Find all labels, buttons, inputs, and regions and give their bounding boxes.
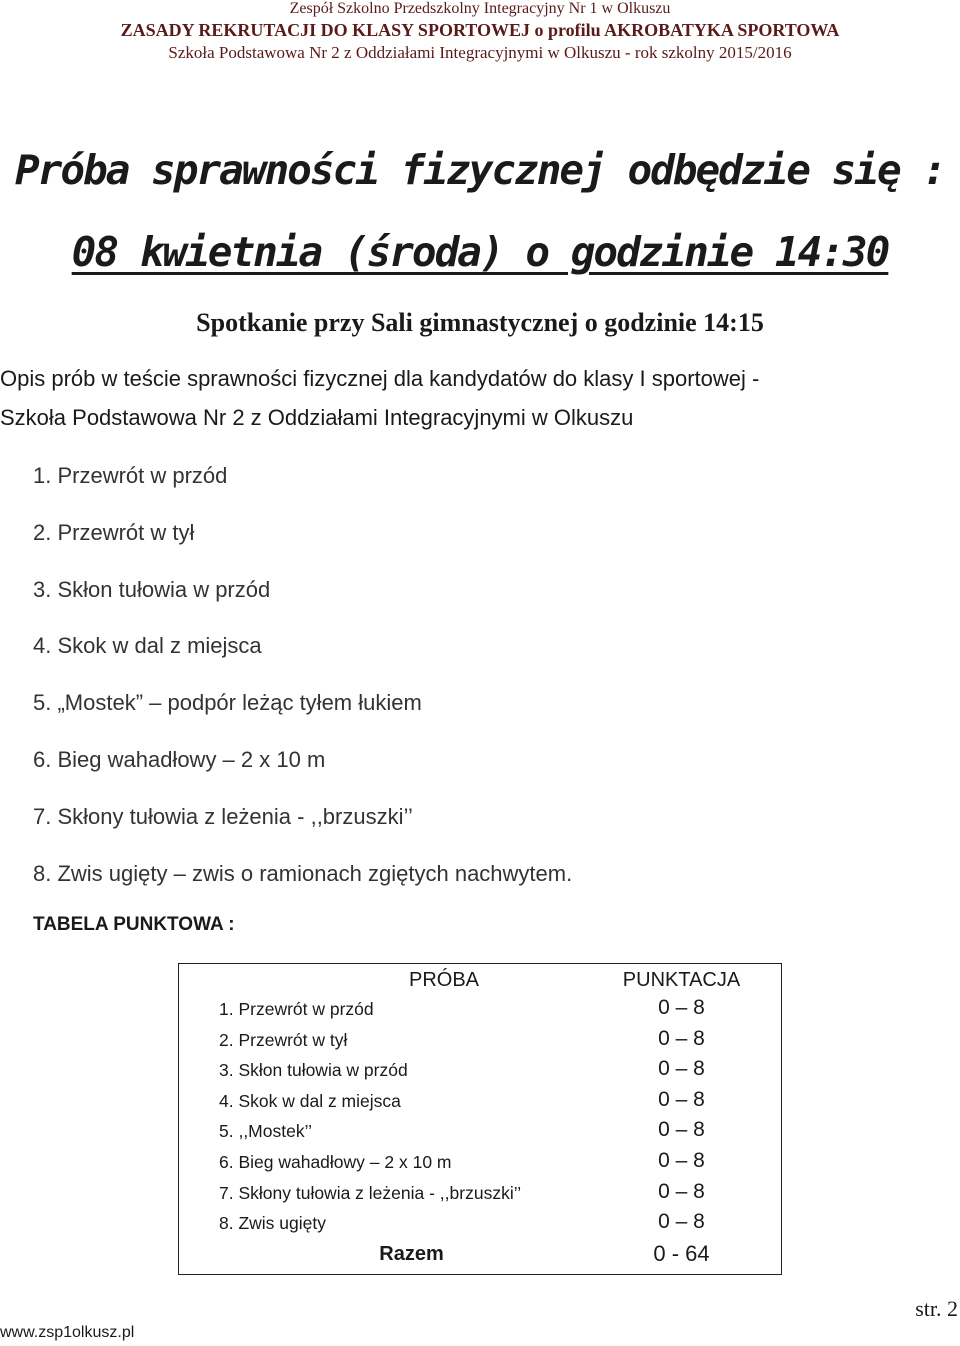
total-label: Razem xyxy=(379,1243,444,1265)
row-test-name: 7. Skłony tułowia z leżenia - ,,brzuszki’’ xyxy=(219,1182,522,1203)
row-test-name: 4. Skok w dal z miejsca xyxy=(219,1090,401,1111)
fitness-test-date: 08 kwietnia (środa) o godzinie 14:30 xyxy=(71,228,889,276)
table-row xyxy=(179,1027,781,1058)
table-row xyxy=(179,1180,781,1211)
header-recruitment-title: ZASADY REKRUTACJI DO KLASY SPORTOWEJ o profilu AKROBATYKA SPORTOWA xyxy=(120,20,840,40)
intro-line-1 xyxy=(0,366,759,392)
list-item: 8. Zwis ugięty – zwis o ramionach zgiętych nachwytem. xyxy=(33,860,573,886)
intro-line-2: Szkoła Podstawowa Nr 2 z Oddziałami Integracyjnymi w Olkuszu xyxy=(0,405,634,430)
row-points: 0 – 8 xyxy=(658,996,705,1019)
table-row xyxy=(179,1088,781,1119)
page-number: str. 2 xyxy=(915,1296,958,1321)
total-value: 0 - 64 xyxy=(653,1241,710,1266)
footer-website: www.zsp1olkusz.pl xyxy=(0,1324,135,1341)
score-table-header xyxy=(179,966,781,998)
row-test-name: 6. Bieg wahadłowy – 2 x 10 m xyxy=(219,1152,452,1172)
row-points: 0 – 8 xyxy=(658,1026,705,1050)
list-item: 6. Bieg wahadłowy – 2 x 10 m xyxy=(33,746,326,772)
meeting-info: Spotkanie przy Sali gimnastycznej o godzinie 14:15 xyxy=(196,308,764,337)
list-item: 5. „Mostek” – podpór leżąc tyłem łukiem xyxy=(33,690,422,716)
fitness-test-heading: Próba sprawności fizycznej odbędzie się : xyxy=(14,146,946,194)
list-item: 2. Przewrót w tył xyxy=(33,519,195,545)
row-test-name: 3. Skłon tułowia w przód xyxy=(219,1060,408,1081)
row-points: 0 – 8 xyxy=(658,1149,705,1172)
intro-emphasis: Opis prób w teście sprawności fizycznej xyxy=(0,366,388,391)
table-row xyxy=(179,1149,781,1180)
column-header-test: PRÓBA xyxy=(408,969,480,991)
row-points: 0 – 8 xyxy=(658,1057,705,1081)
row-points: 0 – 8 xyxy=(658,1179,705,1203)
row-test-name: 2. Przewrót w tył xyxy=(219,1029,348,1050)
row-test-name: 1. Przewrót w przód xyxy=(219,999,374,1019)
row-points: 0 – 8 xyxy=(658,1087,705,1111)
list-item: 1. Przewrót w przód xyxy=(33,463,228,488)
list-item: 4. Skok w dal z miejsca xyxy=(33,633,262,659)
intro-rest: dla kandydatów do klasy I sportowej - xyxy=(387,366,760,391)
header-school-year: Szkoła Podstawowa Nr 2 z Oddziałami Integracyjnymi w Olkuszu - rok szkolny 2015/2016 xyxy=(168,43,792,62)
row-points: 0 – 8 xyxy=(658,1118,705,1142)
header-school-name: Zespół Szkolno Przedszkolny Integracyjny Nr 1 w Olkuszu xyxy=(289,0,671,17)
list-item: 7. Skłony tułowia z leżenia - ,,brzuszki’’ xyxy=(33,803,413,829)
table-row xyxy=(179,1210,781,1241)
list-item: 3. Skłon tułowia w przód xyxy=(33,576,271,602)
test-list xyxy=(33,458,572,912)
row-test-name: 8. Zwis ugięty xyxy=(219,1213,326,1234)
score-table xyxy=(178,963,782,1275)
column-header-points: PUNKTACJA xyxy=(622,969,741,991)
row-points: 0 – 8 xyxy=(658,1210,705,1234)
score-table-label: TABELA PUNKTOWA : xyxy=(33,914,235,935)
table-row xyxy=(179,1057,781,1088)
table-row xyxy=(179,996,781,1027)
table-row xyxy=(179,1118,781,1149)
row-test-name: 5. ,,Mostek’’ xyxy=(219,1121,313,1142)
